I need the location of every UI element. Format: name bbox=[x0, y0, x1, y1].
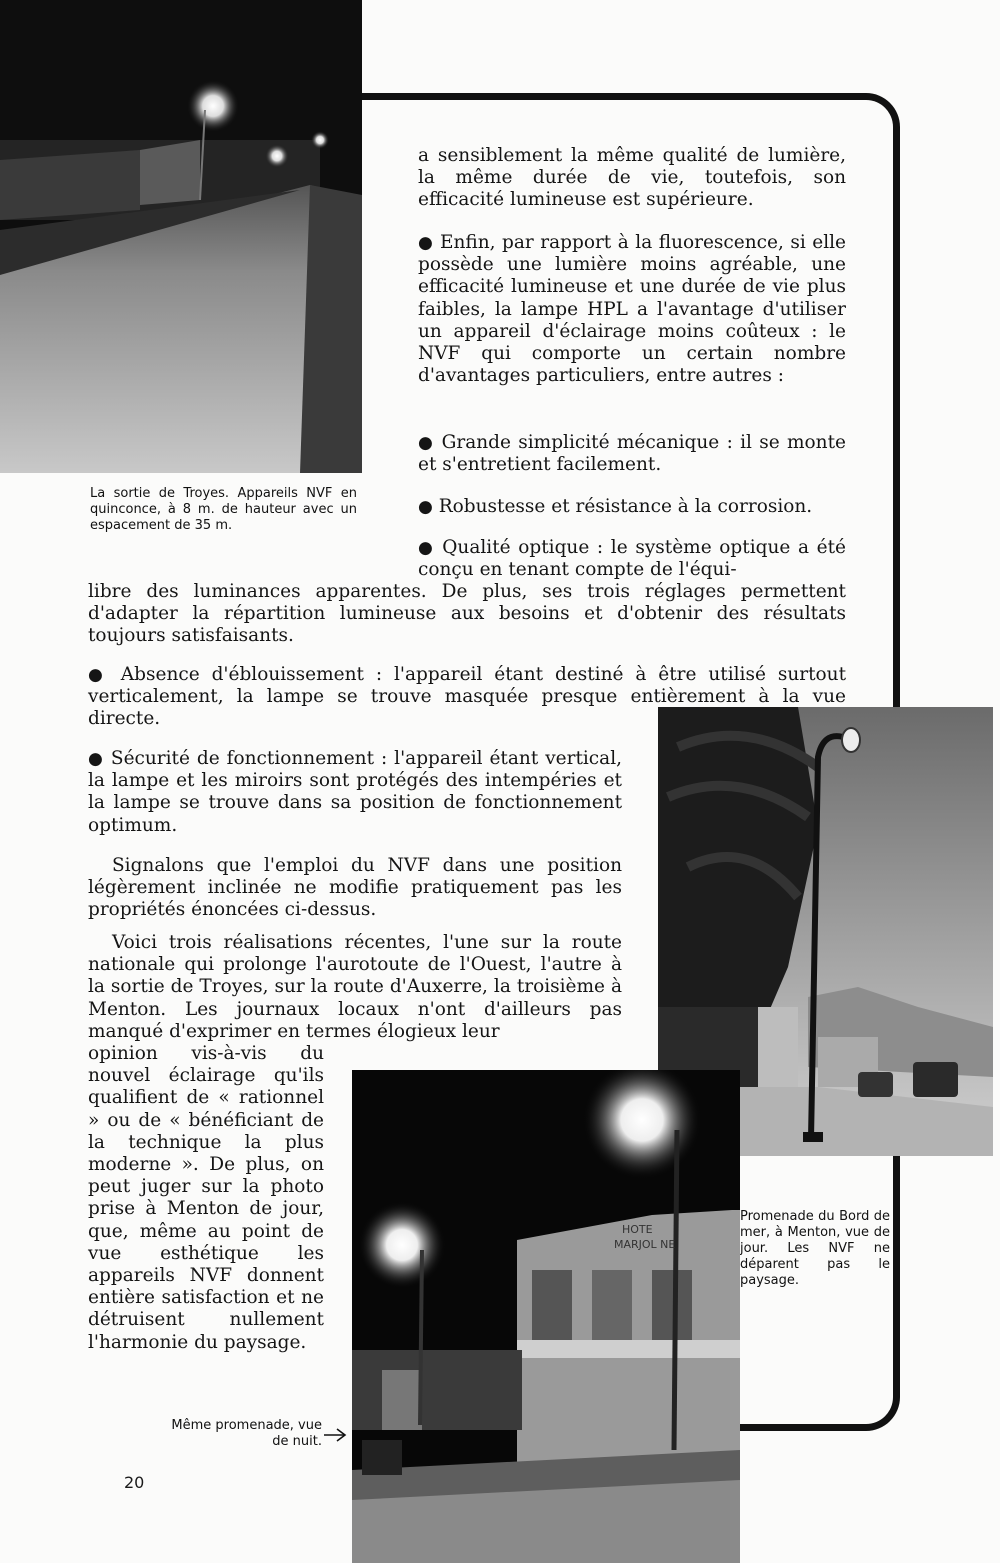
paragraph-1: ● Enfin, par rapport à la fluorescence, si elle possède une lumière moins agréable, une efficacité lumineuse et une durée de vie plus faibles, la lampe HPL a l'avantage d'utiliser un appareil d'éclairage moins coûteux : le NVF qui comporte un certain nombre d'avantages particuliers, entre autres : bbox=[418, 232, 846, 387]
paragraph-2: ● Grande simplicité mécanique : il se monte et s'entretient facilement. bbox=[418, 432, 846, 476]
paragraph-4: ● Qualité optique : le système optique a été conçu en tenant compte de l'équi- bbox=[418, 537, 846, 581]
photo-sign-hotel-1: HOTE bbox=[622, 1223, 653, 1236]
bullet-icon: ● bbox=[88, 749, 104, 769]
paragraph-3: ● Robustesse et résistance à la corrosion. bbox=[418, 496, 813, 517]
bullet-icon: ● bbox=[418, 433, 435, 453]
paragraph-7: ● Sécurité de fonctionnement : l'appareil étant vertical, la lampe et les miroirs sont protégés des intempéries et la lampe se trouve dans sa position de fonctionnement optimum. bbox=[88, 748, 622, 836]
caption-troyes: La sortie de Troyes. Appareils NVF en quinconce, à 8 m. de hauteur avec un espacement de 35 m. bbox=[90, 486, 357, 533]
paragraph-10: opinion vis-à-vis du nouvel éclairage qu'ils qualifient de « rationnel » ou de « bénéficiant de la technique la plus moderne ». De plus, on peut juger sur la photo prise à Menton de jour, que, même au point de vue esthétique les appareils NVF donnent entière satisfaction et ne détruisent nullement l'harmonie du paysage. bbox=[88, 1043, 324, 1353]
photo-menton-night bbox=[352, 1070, 740, 1563]
paragraph-6: ● Absence d'éblouissement : l'appareil étant destiné à être utilisé surtout verticalement, la lampe se trouve masquée presque entièrement à la vue directe. bbox=[88, 664, 846, 730]
caption-menton-night: Même promenade, vue de nuit. bbox=[171, 1418, 322, 1449]
bullet-icon: ● bbox=[418, 233, 434, 253]
paragraph-5: libre des luminances apparentes. De plus, ses trois réglages permettent d'adapter la répartition lumineuse aux besoins et d'obtenir des résultats toujours satisfaisants. bbox=[88, 581, 846, 647]
arrow-right-icon bbox=[324, 1427, 348, 1443]
paragraph-8: Signalons que l'emploi du NVF dans une position légèrement inclinée ne modifie pratiquement pas les propriétés énoncées ci-dessus. bbox=[88, 855, 622, 921]
photo-sign-hotel-2: MARJOL NE bbox=[614, 1238, 676, 1251]
paragraph-0: a sensiblement la même qualité de lumière, la même durée de vie, toutefois, son efficacité lumineuse est supérieure. bbox=[418, 145, 846, 211]
photo-troyes-night bbox=[0, 0, 362, 473]
page-number: 20 bbox=[124, 1473, 145, 1492]
paragraph-9: Voici trois réalisations récentes, l'une sur la route nationale qui prolonge l'aurotoute de l'Ouest, l'autre à la sortie de Troyes, sur la route d'Auxerre, la troisième à Menton. Les journaux locaux n'ont d'ailleurs pas manqué d'exprimer en termes élogieux leur bbox=[88, 932, 622, 1042]
bullet-icon: ● bbox=[88, 665, 109, 685]
caption-menton-day: Promenade du Bord de mer, à Menton, vue de jour. Les NVF ne déparent pas le paysage. bbox=[740, 1209, 890, 1288]
bullet-icon: ● bbox=[418, 538, 435, 558]
bullet-icon: ● bbox=[418, 497, 433, 517]
